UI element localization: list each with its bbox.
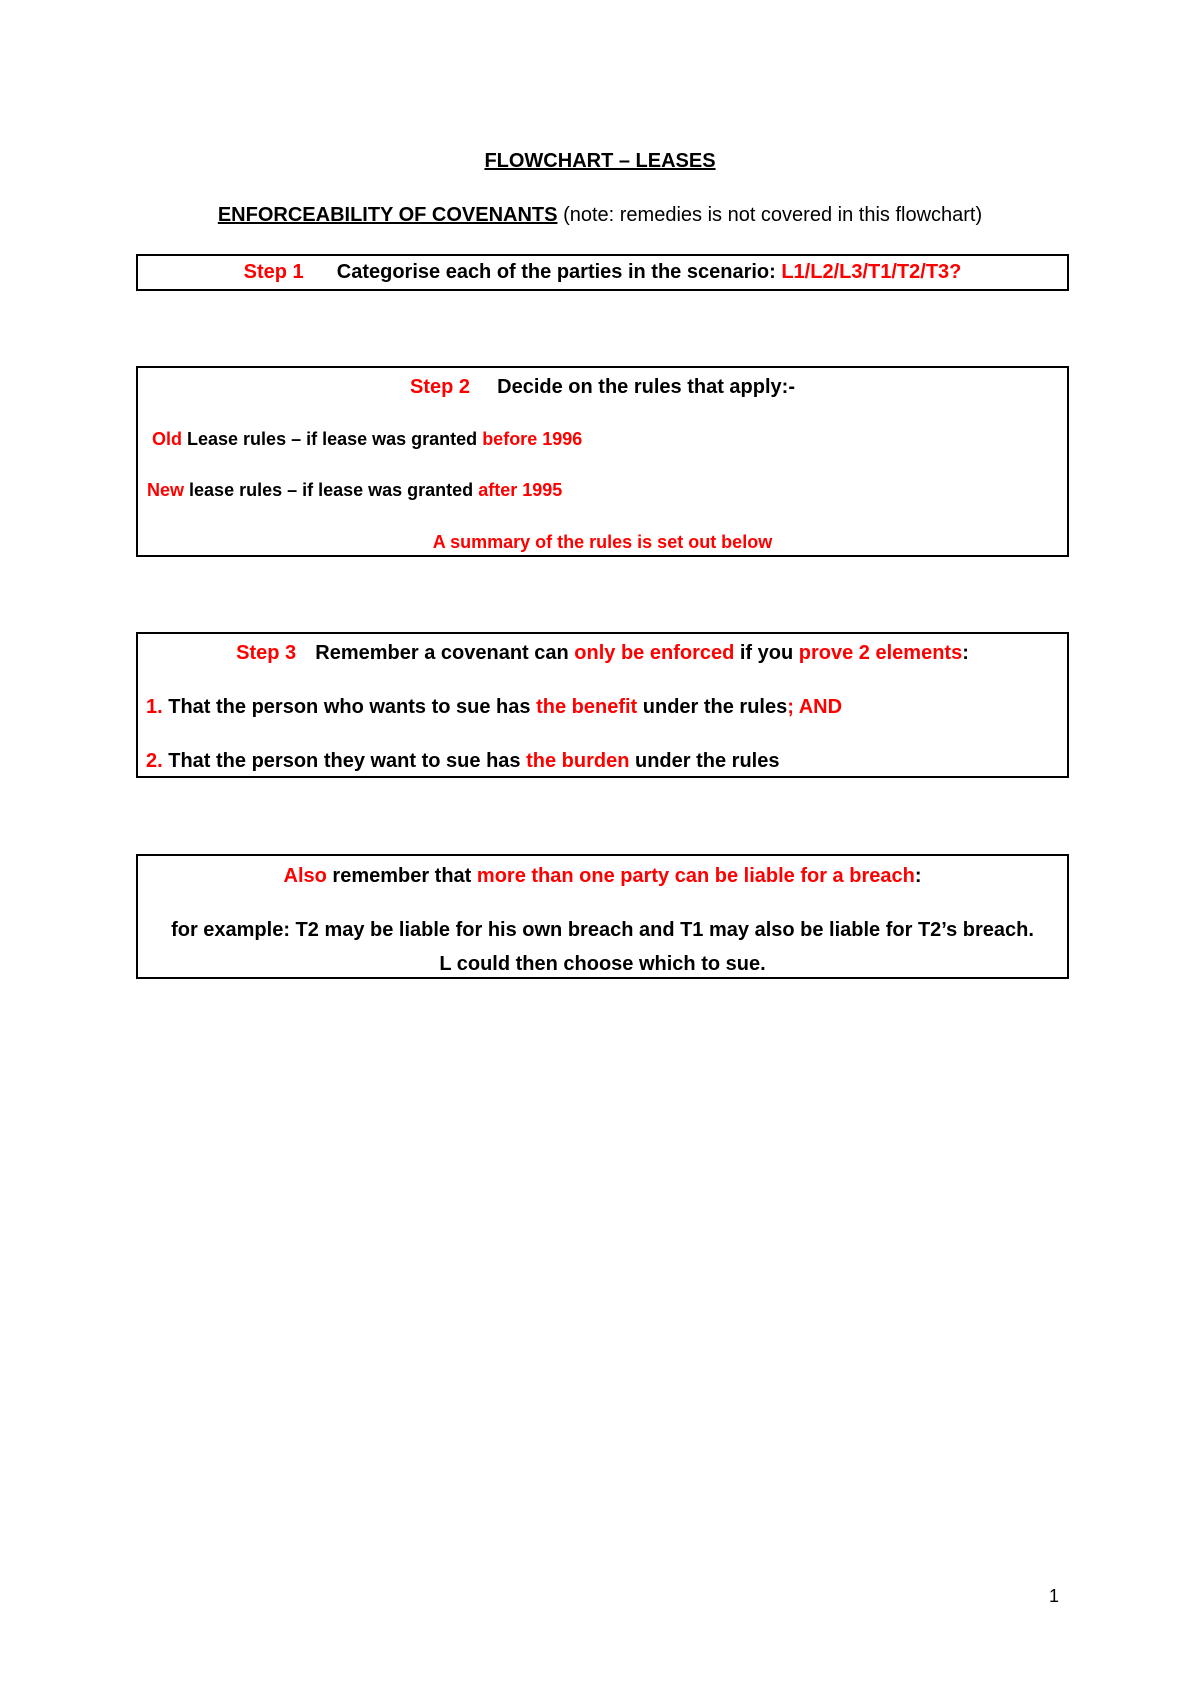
step3-item1-num: 1. (146, 696, 163, 718)
also-box (136, 854, 1069, 979)
step2-new-rule (147, 480, 562, 501)
step3-item2-num: 2. (146, 750, 163, 772)
step1-text: Categorise each of the parties in the scenario: (336, 261, 776, 283)
step2-old-date: before 1996 (482, 429, 583, 449)
step2-box (136, 366, 1069, 557)
step3-item2-b: under the rules (635, 750, 780, 772)
step2-old-rule (152, 429, 582, 450)
step3-item1-b: under the rules (642, 696, 788, 718)
step3-item1-hl: the benefit (536, 696, 638, 718)
step3-item2-hl: the burden (526, 750, 630, 772)
step3-text-b: if you (739, 642, 794, 664)
step1-box (136, 254, 1069, 291)
step3-label: Step 3 (236, 642, 297, 664)
step2-new-text: lease rules – if lease was granted (189, 480, 474, 500)
step3-item1-a: That the person who wants to sue has (168, 696, 531, 718)
step1-label: Step 1 (243, 261, 304, 283)
step2-text: Decide on the rules that apply:- (497, 376, 795, 398)
also-hl-a: Also (283, 865, 327, 887)
page-title: FLOWCHART – LEASES (484, 150, 716, 172)
also-text-b: : (914, 865, 922, 887)
subtitle-note: (note: remedies is not covered in this flowchart) (563, 204, 983, 226)
step2-summary: A summary of the rules is set out below (432, 532, 773, 552)
step3-item-2 (146, 750, 779, 773)
step3-text-a: Remember a covenant can (315, 642, 569, 664)
step3-heading (138, 642, 1067, 665)
step3-hl-a: only be enforced (574, 642, 735, 664)
step1-line (138, 261, 1067, 284)
step2-heading (138, 376, 1067, 399)
step3-text-c: : (962, 642, 969, 664)
step3-item1-and: ; AND (787, 696, 843, 718)
page-subtitle (0, 204, 1200, 227)
also-example-line-1: for example: T2 may be liable for his own breach and T1 may also be liable for T2’s breach. (171, 919, 1034, 941)
step3-item-1 (146, 696, 842, 719)
subtitle-heading: ENFORCEABILITY OF COVENANTS (217, 204, 558, 226)
page-number: 1 (1048, 1586, 1059, 1606)
step2-new-word: New (147, 480, 185, 500)
step2-new-date: after 1995 (478, 480, 563, 500)
also-heading (138, 865, 1067, 888)
step2-label: Step 2 (410, 376, 471, 398)
also-text-a: remember that (332, 865, 472, 887)
step3-hl-b: prove 2 elements (798, 642, 963, 664)
step3-box (136, 632, 1069, 778)
also-example-line-2: L could then choose which to sue. (439, 953, 766, 975)
also-hl-b: more than one party can be liable for a breach (476, 865, 915, 887)
step1-parties: L1/L2/L3/T1/T2/T3? (781, 261, 962, 283)
step2-old-text: Lease rules – if lease was granted (187, 429, 478, 449)
step2-old-word: Old (152, 429, 182, 449)
step3-item2-a: That the person they want to sue has (168, 750, 521, 772)
